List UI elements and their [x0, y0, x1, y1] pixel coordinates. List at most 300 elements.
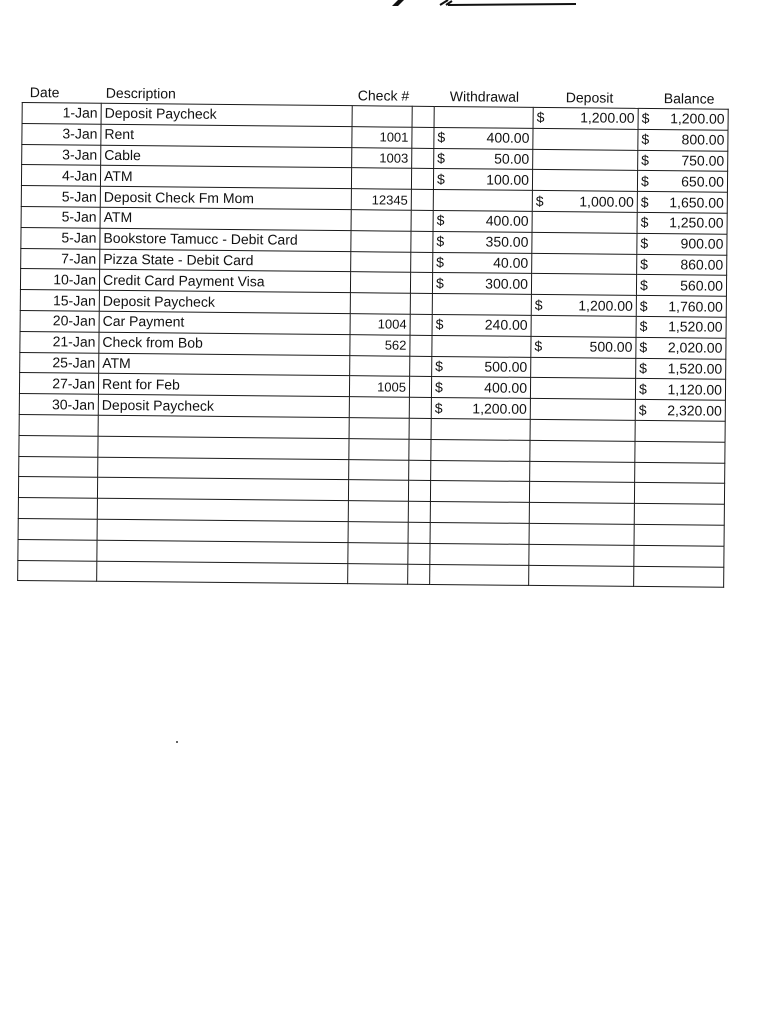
- amount: 50.00: [494, 150, 530, 167]
- spacer-cell: [412, 148, 434, 169]
- amount: 240.00: [484, 316, 528, 334]
- header-date: Date: [29, 84, 60, 101]
- header-check: Check #: [357, 87, 410, 104]
- deposit-cell: [533, 128, 638, 150]
- deposit-cell: [530, 440, 635, 462]
- date-cell: [19, 456, 98, 478]
- amount: 860.00: [680, 256, 724, 273]
- date-cell: 10-Jan: [20, 269, 99, 291]
- check-number-cell: [348, 542, 408, 563]
- deposit-cell: [532, 211, 637, 233]
- withdrawal-cell-content: [434, 512, 526, 513]
- description-cell: ATM: [99, 353, 350, 376]
- deposit-cell: [532, 170, 637, 192]
- deposit-cell-content: [535, 284, 633, 285]
- check-number-cell: [348, 480, 408, 501]
- balance-cell: [635, 420, 725, 442]
- amount: 1,200.00: [472, 399, 527, 417]
- deposit-cell: [529, 544, 634, 566]
- balance-cell-content: [641, 213, 724, 233]
- withdrawal-cell: [430, 543, 529, 565]
- amount: 750.00: [681, 152, 725, 169]
- header-deposit: Deposit: [565, 89, 614, 106]
- description-cell: [97, 540, 348, 563]
- description-cell: Rent for Feb: [98, 374, 349, 397]
- currency-symbol: $: [534, 296, 543, 313]
- description-cell: Car Payment: [99, 311, 350, 334]
- currency-symbol: $: [640, 172, 649, 189]
- currency-symbol: $: [536, 109, 545, 126]
- balance-cell-content: [638, 472, 721, 473]
- date-cell: [18, 477, 97, 499]
- balance-cell-content: [640, 317, 723, 337]
- balance-cell: [637, 192, 727, 214]
- date-cell: 7-Jan: [21, 248, 100, 270]
- date-cell: 25-Jan: [20, 352, 99, 374]
- check-register: [17, 76, 728, 588]
- check-number-cell: [348, 501, 408, 522]
- currency-symbol: $: [641, 110, 650, 127]
- top-edge-mark: [388, 0, 578, 8]
- withdrawal-cell-content: [435, 346, 527, 347]
- description-cell: Check from Bob: [99, 332, 350, 355]
- balance-cell: [638, 108, 728, 130]
- deposit-cell-content: [535, 326, 633, 327]
- amount: 350.00: [485, 233, 529, 251]
- deposit-cell: [531, 295, 636, 317]
- deposit-cell-content: [535, 243, 633, 244]
- check-number-cell: [352, 106, 412, 127]
- withdrawal-cell: [433, 190, 532, 212]
- currency-symbol: $: [641, 131, 650, 148]
- currency-symbol: $: [435, 316, 444, 333]
- description-cell: Cable: [101, 145, 352, 168]
- description-cell: Deposit Paycheck: [98, 394, 349, 417]
- withdrawal-cell-content: [434, 533, 526, 534]
- amount: 500.00: [589, 338, 633, 356]
- header-withdrawal: Withdrawal: [449, 88, 520, 105]
- spacer-cell: [411, 189, 433, 210]
- amount: 1,000.00: [579, 192, 634, 210]
- deposit-cell: [531, 336, 636, 358]
- withdrawal-cell-content: [434, 450, 526, 451]
- date-cell: 3-Jan: [22, 123, 101, 145]
- balance-cell: [637, 171, 727, 193]
- currency-symbol: $: [639, 276, 648, 293]
- withdrawal-cell-content: [436, 315, 528, 335]
- deposit-cell: [531, 274, 636, 296]
- check-number-cell: [351, 230, 411, 251]
- spacer-cell: [410, 335, 432, 356]
- withdrawal-cell-content: [435, 399, 527, 419]
- withdrawal-cell: [431, 460, 530, 482]
- withdrawal-cell-content: [435, 357, 527, 377]
- deposit-cell: [530, 419, 635, 441]
- balance-cell: [636, 296, 726, 318]
- description-cell: [97, 498, 348, 521]
- withdrawal-cell-content: [437, 149, 529, 169]
- balance-cell: [637, 212, 727, 234]
- withdrawal-cell: [432, 314, 531, 336]
- spacer-cell: [411, 210, 433, 231]
- withdrawal-cell: [430, 502, 529, 524]
- withdrawal-cell: [433, 252, 532, 274]
- balance-cell-content: [642, 109, 725, 129]
- balance-cell: [635, 462, 725, 484]
- description-cell: Deposit Check Fm Mom: [100, 186, 351, 209]
- spacer-cell: [408, 522, 430, 543]
- currency-symbol: $: [435, 357, 444, 375]
- description-cell: ATM: [100, 207, 351, 230]
- deposit-cell: [530, 399, 635, 421]
- balance-cell: [634, 545, 724, 567]
- deposit-cell-content: [536, 139, 634, 140]
- spacer-cell: [410, 314, 432, 335]
- amount: 2,020.00: [667, 339, 723, 356]
- spacer-cell: [408, 501, 430, 522]
- withdrawal-cell: [434, 148, 533, 170]
- deposit-cell-content: [537, 108, 635, 128]
- amount: 1,200.00: [578, 296, 633, 314]
- currency-symbol: $: [639, 318, 648, 335]
- withdrawal-cell-content: [438, 117, 530, 118]
- deposit-cell: [532, 253, 637, 275]
- description-cell: [98, 415, 349, 438]
- amount: 1,120.00: [667, 380, 723, 398]
- withdrawal-cell: [433, 231, 532, 253]
- header-description: Description: [105, 84, 176, 102]
- amount: 2,320.00: [667, 401, 722, 419]
- balance-cell: [636, 358, 726, 380]
- spacer-cell: [409, 397, 431, 418]
- balance-cell-content: [639, 400, 722, 420]
- balance-cell: [634, 483, 724, 505]
- deposit-cell-content: [532, 575, 630, 576]
- check-number-cell: [350, 272, 410, 293]
- deposit-cell-content: [534, 409, 632, 410]
- register-rows: [18, 103, 729, 588]
- withdrawal-cell: [432, 273, 531, 295]
- currency-symbol: $: [639, 339, 648, 356]
- currency-symbol: $: [639, 359, 648, 376]
- description-cell: Bookstore Tamucc - Debit Card: [100, 228, 351, 251]
- check-number-cell: 12345: [351, 189, 411, 210]
- balance-cell-content: [641, 193, 724, 213]
- balance-cell-content: [640, 255, 723, 275]
- spacer-cell: [408, 481, 430, 502]
- currency-symbol: $: [436, 212, 445, 229]
- balance-cell-content: [638, 493, 721, 494]
- deposit-cell: [529, 503, 634, 525]
- withdrawal-cell: [432, 294, 531, 316]
- check-number-cell: 1005: [349, 376, 409, 397]
- deposit-cell-content: [533, 451, 631, 452]
- date-cell: [19, 435, 98, 457]
- description-cell: Pizza State - Debit Card: [100, 249, 351, 272]
- currency-symbol: $: [640, 193, 649, 210]
- amount: 100.00: [486, 171, 530, 188]
- withdrawal-cell-content: [435, 378, 527, 398]
- date-cell: 21-Jan: [20, 331, 99, 353]
- withdrawal-cell-content: [437, 128, 529, 148]
- spacer-cell: [409, 418, 431, 439]
- spacer-cell: [411, 169, 433, 190]
- date-cell: [18, 560, 97, 582]
- deposit-cell-content: [532, 555, 630, 556]
- amount: 560.00: [680, 277, 724, 294]
- check-number-cell: [349, 397, 409, 418]
- check-number-cell: 1001: [352, 126, 412, 147]
- check-number-cell: [348, 522, 408, 543]
- description-cell: ATM: [100, 166, 351, 189]
- deposit-cell: [529, 482, 634, 504]
- spacer-cell: [409, 377, 431, 398]
- withdrawal-cell-content: [434, 470, 526, 471]
- currency-symbol: $: [535, 192, 544, 209]
- date-cell: 15-Jan: [20, 290, 99, 312]
- withdrawal-cell-content: [433, 574, 525, 575]
- check-number-cell: [349, 438, 409, 459]
- spacer-cell: [410, 356, 432, 377]
- withdrawal-cell-content: [436, 232, 528, 252]
- currency-symbol: $: [436, 170, 445, 187]
- check-number-cell: [351, 168, 411, 189]
- deposit-cell-content: [533, 492, 631, 493]
- deposit-cell: [531, 357, 636, 379]
- check-number-cell: 1004: [350, 314, 410, 335]
- deposit-cell: [530, 461, 635, 483]
- withdrawal-cell: [433, 169, 532, 191]
- description-cell: Rent: [101, 124, 352, 147]
- deposit-cell-content: [534, 430, 632, 431]
- balance-cell: [636, 316, 726, 338]
- description-cell: [97, 561, 348, 584]
- amount: 1,650.00: [669, 193, 724, 211]
- deposit-cell: [532, 191, 637, 213]
- balance-cell-content: [637, 576, 720, 577]
- spacer-cell: [408, 564, 430, 585]
- deposit-cell: [529, 523, 634, 545]
- currency-symbol: $: [638, 380, 647, 397]
- spacer-cell: [409, 460, 431, 481]
- description-cell: Deposit Paycheck: [101, 103, 352, 126]
- date-cell: 1-Jan: [22, 103, 101, 125]
- balance-cell-content: [639, 359, 722, 379]
- balance-cell-content: [641, 151, 724, 171]
- amount: 400.00: [485, 212, 529, 230]
- deposit-cell: [533, 107, 638, 129]
- date-cell: 5-Jan: [21, 206, 100, 228]
- deposit-cell-content: [535, 295, 633, 315]
- balance-cell-content: [639, 380, 722, 400]
- balance-cell-content: [640, 234, 723, 254]
- currency-symbol: $: [437, 129, 446, 146]
- balance-cell: [634, 504, 724, 526]
- currency-symbol: $: [638, 401, 647, 418]
- description-cell: [97, 519, 348, 542]
- balance-cell-content: [641, 130, 724, 150]
- amount: 650.00: [681, 173, 725, 190]
- balance-cell: [636, 337, 726, 359]
- balance-cell: [637, 254, 727, 276]
- amount: 900.00: [680, 235, 724, 252]
- date-cell: 30-Jan: [19, 394, 98, 416]
- check-number-cell: 1003: [352, 147, 412, 168]
- balance-cell-content: [638, 452, 721, 453]
- withdrawal-cell-content: [433, 554, 525, 555]
- register-table: [17, 102, 729, 588]
- deposit-cell-content: [534, 388, 632, 389]
- balance-cell: [638, 129, 728, 151]
- balance-cell: [637, 233, 727, 255]
- check-number-cell: [348, 563, 408, 584]
- amount: 1,520.00: [668, 318, 723, 336]
- amount: 800.00: [681, 131, 725, 148]
- balance-cell-content: [639, 338, 722, 358]
- currency-symbol: $: [436, 253, 445, 271]
- currency-symbol: $: [436, 233, 445, 250]
- amount: 1,200.00: [580, 109, 635, 127]
- withdrawal-cell: [430, 522, 529, 544]
- currency-symbol: $: [434, 378, 443, 395]
- balance-cell: [634, 524, 724, 546]
- date-cell: [18, 539, 97, 561]
- amount: 1,250.00: [669, 214, 724, 232]
- currency-symbol: $: [640, 235, 649, 252]
- balance-cell: [634, 566, 724, 588]
- deposit-cell-content: [534, 337, 632, 357]
- date-cell: 4-Jan: [21, 165, 100, 187]
- currency-symbol: $: [434, 399, 443, 416]
- spacer-cell: [410, 273, 432, 294]
- currency-symbol: $: [639, 297, 648, 314]
- withdrawal-cell-content: [437, 170, 529, 190]
- withdrawal-cell-content: [434, 491, 526, 492]
- date-cell: [18, 498, 97, 520]
- amount: 300.00: [485, 275, 529, 292]
- withdrawal-cell: [431, 398, 530, 420]
- description-cell: [98, 436, 349, 459]
- date-cell: [18, 518, 97, 540]
- withdrawal-cell: [430, 564, 529, 586]
- description-cell: Deposit Paycheck: [99, 290, 350, 313]
- deposit-cell-content: [535, 263, 633, 264]
- withdrawal-cell: [431, 377, 530, 399]
- currency-symbol: $: [641, 151, 650, 169]
- deposit-cell-content: [536, 222, 634, 223]
- deposit-cell-content: [536, 159, 634, 160]
- date-cell: 27-Jan: [19, 373, 98, 395]
- description-cell: [98, 457, 349, 480]
- withdrawal-cell: [433, 210, 532, 232]
- check-number-cell: [351, 251, 411, 272]
- withdrawal-cell: [432, 335, 531, 357]
- amount: 1,520.00: [667, 360, 723, 377]
- currency-symbol: $: [435, 274, 444, 291]
- deposit-cell: [531, 315, 636, 337]
- date-cell: 5-Jan: [21, 186, 100, 208]
- date-cell: 3-Jan: [22, 144, 101, 166]
- currency-symbol: $: [437, 149, 446, 167]
- withdrawal-cell-content: [436, 274, 528, 294]
- balance-cell-content: [637, 556, 720, 557]
- deposit-cell: [530, 378, 635, 400]
- balance-cell: [635, 441, 725, 463]
- spacer-cell: [409, 439, 431, 460]
- withdrawal-cell: [434, 127, 533, 149]
- currency-symbol: $: [640, 255, 649, 272]
- withdrawal-cell-content: [437, 200, 529, 201]
- withdrawal-cell: [431, 418, 530, 440]
- description-cell: Credit Card Payment Visa: [99, 270, 350, 293]
- balance-cell-content: [640, 276, 723, 296]
- withdrawal-cell: [430, 481, 529, 503]
- spacer-cell: [412, 127, 434, 148]
- spacer-cell: [408, 543, 430, 564]
- amount: 1,760.00: [668, 297, 723, 315]
- balance-cell-content: [638, 535, 721, 536]
- date-cell: 5-Jan: [21, 227, 100, 249]
- description-cell: [97, 478, 348, 501]
- check-number-cell: [351, 210, 411, 231]
- check-number-cell: 562: [350, 334, 410, 355]
- balance-cell-content: [640, 297, 723, 317]
- balance-cell: [635, 400, 725, 422]
- deposit-cell-content: [533, 513, 631, 514]
- amount: 400.00: [486, 129, 530, 147]
- withdrawal-cell-content: [437, 211, 529, 231]
- header-balance: Balance: [663, 90, 715, 107]
- spacer-cell: [412, 106, 434, 127]
- withdrawal-cell-content: [435, 429, 527, 430]
- scan-speck: [176, 741, 178, 743]
- amount: 400.00: [484, 379, 528, 396]
- withdrawal-cell: [434, 106, 533, 128]
- withdrawal-cell: [432, 356, 531, 378]
- spacer-cell: [411, 231, 433, 252]
- spacer-cell: [410, 293, 432, 314]
- check-number-cell: [350, 355, 410, 376]
- balance-cell: [638, 150, 728, 172]
- deposit-cell: [533, 149, 638, 171]
- amount: 1,200.00: [670, 110, 725, 128]
- amount: 500.00: [484, 358, 528, 375]
- deposit-cell-content: [533, 534, 631, 535]
- withdrawal-cell-content: [436, 304, 528, 305]
- balance-cell: [636, 275, 726, 297]
- currency-symbol: $: [640, 214, 649, 231]
- balance-cell-content: [639, 431, 722, 432]
- date-cell: 20-Jan: [20, 310, 99, 332]
- check-number-cell: [350, 293, 410, 314]
- balance-cell-content: [641, 172, 724, 192]
- check-number-cell: [349, 459, 409, 480]
- spacer-cell: [411, 252, 433, 273]
- deposit-cell-content: [536, 180, 634, 181]
- withdrawal-cell-content: [436, 253, 528, 273]
- deposit-cell-content: [536, 192, 634, 212]
- check-number-cell: [349, 418, 409, 439]
- balance-cell: [635, 379, 725, 401]
- withdrawal-cell: [431, 439, 530, 461]
- balance-cell-content: [638, 514, 721, 515]
- amount: 40.00: [493, 254, 529, 271]
- date-cell: [19, 414, 98, 436]
- deposit-cell: [532, 232, 637, 254]
- deposit-cell-content: [534, 367, 632, 368]
- deposit-cell: [529, 565, 634, 587]
- deposit-cell-content: [533, 471, 631, 472]
